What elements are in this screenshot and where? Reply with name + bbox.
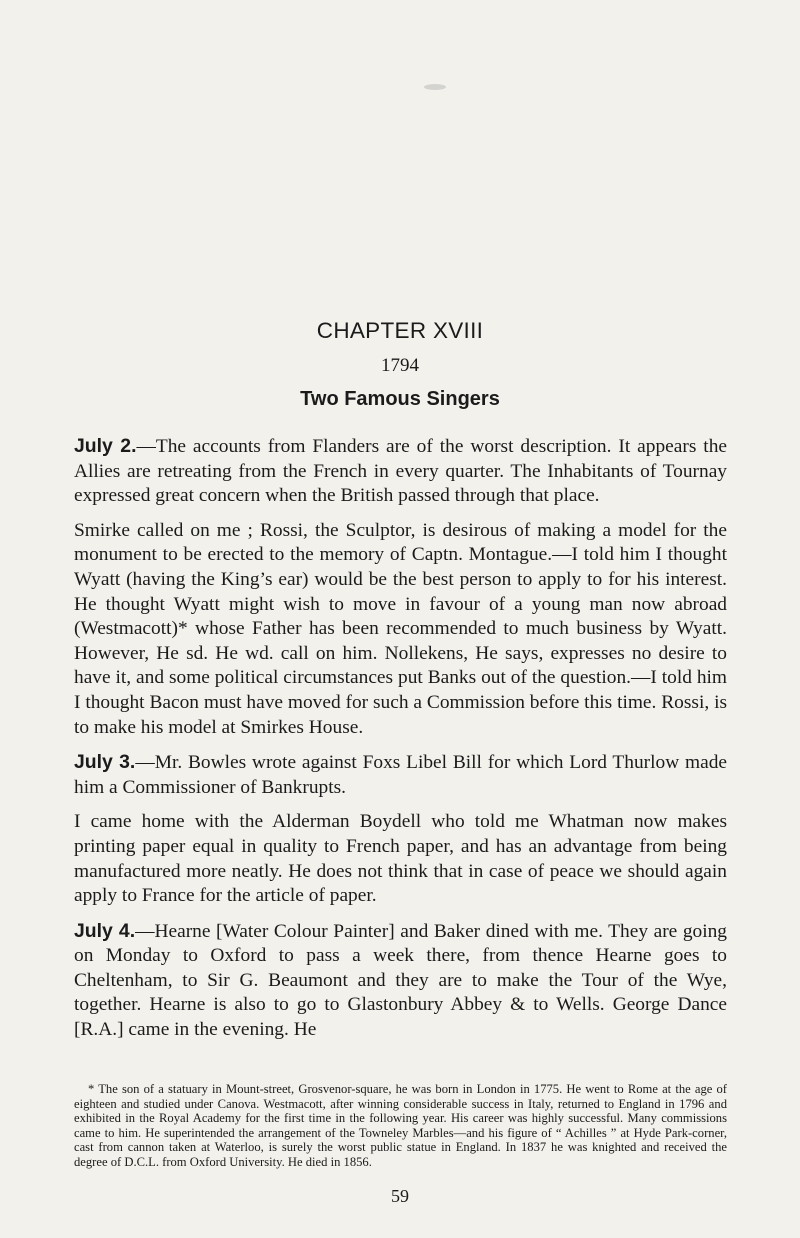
entry-paragraph	[74, 434, 727, 509]
entry-date: July 3.	[74, 751, 136, 774]
entry-text: I came home with the Alderman Boydell who told me Whatman now makes printing paper equal in quality to French paper, and has an advantage from being manufactured more neatly. He does not think that in case of peace we should again apply to France for the article of paper.	[74, 811, 727, 907]
diary-body	[74, 434, 727, 1053]
entry-text: —Hearne [Water Colour Painter] and Baker dined with me. They are going on Monday to Oxford to pass a week there, from thence Hearne goes to Cheltenham, to Sir G. Beaumont and they are to make the Tour of the Wye, together. Hearne is also to go to Glastonbury Abbey & to Wells. George Dance [R.A.] came in the evening. He	[74, 920, 728, 1041]
page-number: 59	[391, 1186, 409, 1206]
footnote	[74, 1082, 727, 1170]
chapter-title: CHAPTER XVIII	[316, 318, 484, 343]
entry-date: July 4.	[74, 919, 136, 942]
footnote-text: * The son of a statuary in Mount-street, Grosvenor-square, he was born in London in 1775. He went to Rome at the age of eighteen and studied under Canova. Westmacott, after winning considerable success in Italy, returned to England in 1796 and exhibited in the Royal Academy for the first time in the following year. His career was highly successful. Many commissions came to him. He superintended the arrangement of the Towneley Marbles—and his figure of “ Achilles ” at Hyde Park-corner, cast from cannon taken at Waterloo, is surely the worst public statue in England. In 1837 he was knighted and received the degree of D.C.L. from Oxford University. He died in 1856.	[74, 1082, 727, 1169]
section-title: Two Famous Singers	[300, 388, 500, 410]
entry-paragraph	[74, 919, 727, 1043]
entry-paragraph	[74, 750, 727, 800]
entry-paragraph	[74, 810, 727, 908]
entry-text: Smirke called on me ; Rossi, the Sculptor, is desirous of making a model for the monument to be erected to the memory of Captn. Montague.—I told him I thought Wyatt (having the King’s ear) would be the best person to apply to for his interest. He thought Wyatt might wish to move in favour of a young man now abroad (Westmacott)* whose Father has been recommended to much business by Wyatt. However, He sd. He wd. call on him. Nollekens, He says, expresses no desire to have it, and some political circumstances put Banks out of the question.—I told him I thought Bacon must have moved for such a Commission before this time. Rossi, is to make his model at Smirkes House.	[74, 519, 727, 738]
entry-text: —Mr. Bowles wrote against Foxs Libel Bill for which Lord Thurlow made him a Commissioner of Bankrupts.	[74, 752, 727, 798]
year-heading: 1794	[381, 355, 419, 376]
ink-smudge	[424, 84, 446, 90]
entry-paragraph	[74, 519, 727, 740]
entry-text: —The accounts from Flanders are of the worst description. It appears the Allies are retreating from the French in every quarter. The Inhabitants of Tournay expressed great concern when the British passed through that place.	[74, 436, 727, 507]
entry-date: July 2.	[74, 435, 137, 457]
